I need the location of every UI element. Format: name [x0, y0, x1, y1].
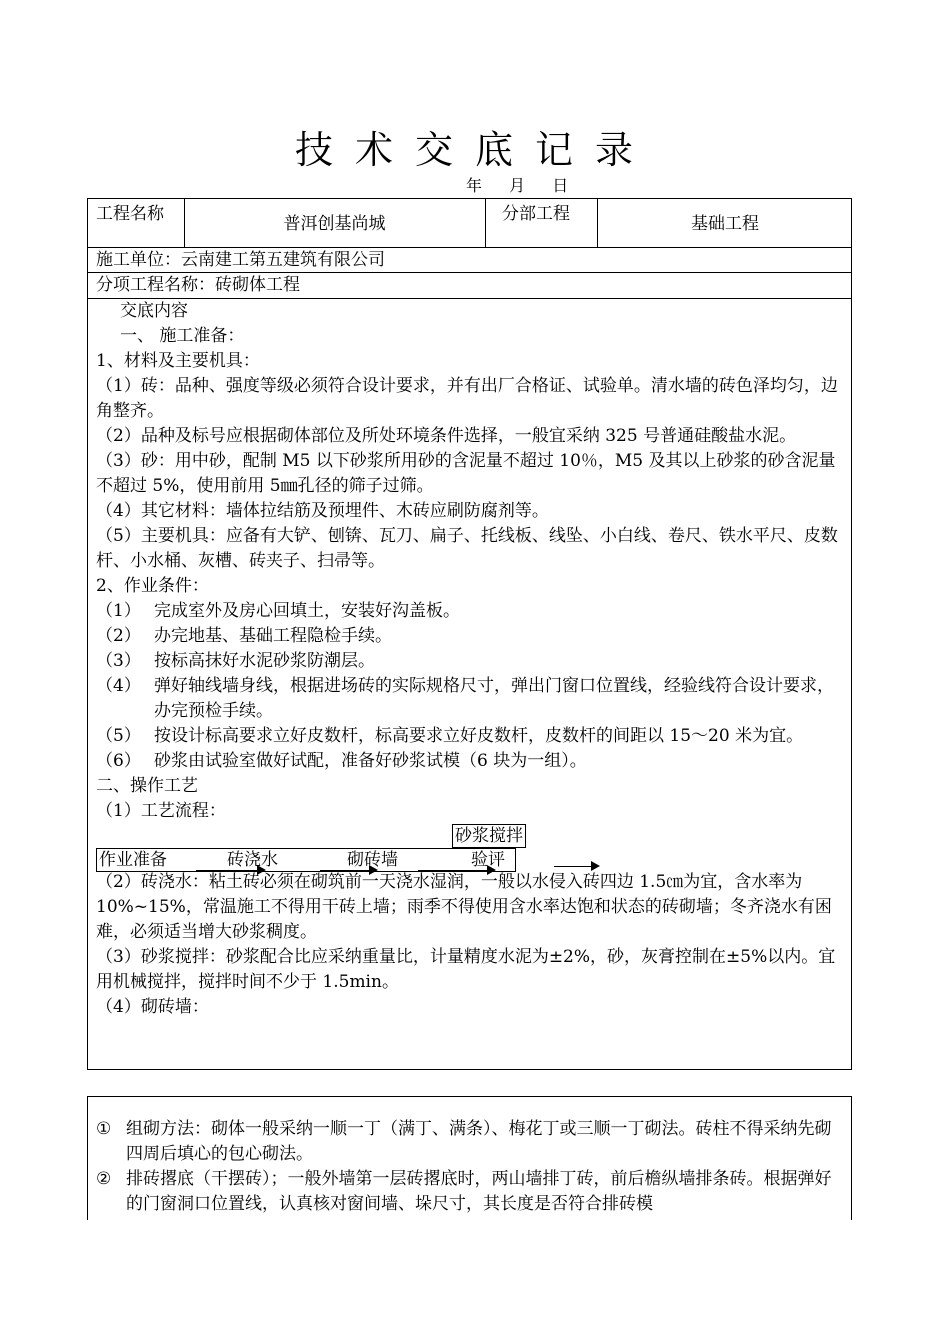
sub-heading: 2、作业条件： — [96, 576, 209, 596]
material-item: （5）主要机具：应备有大铲、刨锛、瓦刀、扁子、托线板、线坠、小白线、卷尺、铁水平尺、皮数杆、小水桶、灰槽、砖夹子、扫帚等。 — [96, 526, 838, 571]
document-title: 技术交底记录 — [294, 128, 655, 172]
condition-text: 砂浆由试验室做好试配，准备好砂浆试模（6 块为一组）。 — [154, 751, 587, 771]
sub-project-value: 基础工程 — [691, 214, 759, 234]
method-number: ① — [96, 1119, 112, 1139]
operation-item: （3）砂浆搅拌：砂浆配合比应采纳重量比，计量精度水泥为±2%，砂，灰膏控制在±5%以内。宜用机械搅拌，搅拌时间不少于 1.5min。 — [96, 947, 836, 992]
condition-number: （2） — [96, 626, 141, 646]
method-item — [96, 1167, 843, 1217]
material-item: （1）砖：品种、强度等级必须符合设计要求，并有出厂合格证、试验单。清水墙的砖色泽均匀，边角整齐。 — [96, 376, 838, 421]
condition-text: 完成室外及房心回填土，安装好沟盖板。 — [154, 601, 460, 621]
method-item — [96, 1117, 843, 1167]
continuation-table — [87, 1096, 852, 1220]
date-month: 月 — [509, 176, 526, 195]
section-heading: 一、 施工准备： — [120, 326, 245, 346]
condition-item — [96, 674, 843, 724]
disclosure-content — [96, 299, 843, 1020]
item-name: 分项工程名称：砖砌体工程 — [96, 275, 300, 295]
flow-step-wall: 砌砖墙 — [347, 850, 398, 870]
process-flow-diagram — [96, 824, 843, 874]
material-item: （3）砂：用中砂，配制 M5 以下砂浆所用砂的含泥量不超过 10％，M5 及其以上砂浆的砂含泥量不超过 5%，使用前用 5㎜孔径的筛子过筛。 — [96, 451, 836, 496]
flow-step-mortar: 砂浆搅拌 — [452, 824, 526, 848]
arrow-icon — [320, 870, 376, 871]
method-text: 组砌方法：砌体一般采纳一顺一丁（满丁、满条）、梅花丁或三顺一丁砌法。砖柱不得采纳先砌四周后填心的包心砌法。 — [126, 1119, 832, 1164]
condition-text: 按设计标高要求立好皮数杆，标高要求立好皮数杆，皮数杆的间距以 15～20 米为宜。 — [154, 726, 804, 746]
condition-item — [96, 624, 843, 649]
condition-item — [96, 599, 843, 624]
contractor: 施工单位：云南建工第五建筑有限公司 — [96, 250, 385, 270]
condition-number: （4） — [96, 676, 141, 696]
operation-item: （4）砌砖墙： — [96, 997, 209, 1017]
condition-text: 按标高抹好水泥砂浆防潮层。 — [154, 651, 375, 671]
flow-step-prep: 作业准备 — [99, 850, 167, 870]
condition-item — [96, 649, 843, 674]
condition-text: 办完地基、基础工程隐检手续。 — [154, 626, 392, 646]
condition-number: （3） — [96, 651, 141, 671]
condition-number: （1） — [96, 601, 141, 621]
date-line — [466, 176, 590, 196]
flow-step-sequence — [96, 848, 516, 872]
flow-step-water: 砖浇水 — [227, 850, 278, 870]
material-item: （2）品种及标号应根据砌体部位及所处环境条件选择，一般宜采纳 325 号普通硅酸盐水泥。 — [96, 426, 797, 446]
arrow-icon — [554, 866, 598, 867]
arrow-icon — [418, 870, 494, 871]
content-intro: 交底内容 — [120, 301, 188, 321]
flow-title: （1）工艺流程： — [96, 801, 226, 821]
project-name-value: 普洱创基尚城 — [283, 214, 386, 234]
operation-item: （2）砖浇水：粘土砖必须在砌筑前一天浇水湿润，一般以水侵入砖四边 1.5㎝为宜，含水率为 10%~15%，常温施工不得用干砖上墙；雨季不得使用含水率达饱和状态的砖砌墙；冬齐浇水有困难，必须适当增大砂浆稠度。 — [96, 872, 832, 942]
sub-project-label: 分部工程 — [502, 204, 570, 224]
date-day: 日 — [552, 176, 569, 195]
arrow-icon — [196, 870, 264, 871]
sub-heading: 1、材料及主要机具： — [96, 351, 260, 371]
method-number: ② — [96, 1169, 112, 1189]
continuation-content — [96, 1117, 843, 1217]
condition-item — [96, 749, 843, 774]
section-heading: 二、操作工艺 — [96, 776, 198, 796]
condition-item — [96, 724, 843, 749]
condition-number: （5） — [96, 726, 141, 746]
flow-step-check: 验评 — [471, 850, 505, 870]
date-year: 年 — [466, 176, 483, 195]
record-table — [87, 198, 852, 1070]
divider — [485, 199, 486, 247]
condition-text: 弹好轴线墙身线，根据进场砖的实际规格尺寸，弹出门窗口位置线，经验线符合设计要求，办完预检手续。 — [154, 676, 834, 721]
project-name-label: 工程名称 — [96, 204, 164, 224]
method-text: 排砖撂底（干摆砖）；一般外墙第一层砖撂底时，两山墙排丁砖，前后檐纵墙排条砖。根据弹好的门窗洞口位置线，认真核对窗间墙、垛尺寸，其长度是否符合排砖模 — [126, 1169, 832, 1214]
material-item: （4）其它材料：墙体拉结筋及预埋件、木砖应刷防腐剂等。 — [96, 501, 549, 521]
condition-number: （6） — [96, 751, 141, 771]
